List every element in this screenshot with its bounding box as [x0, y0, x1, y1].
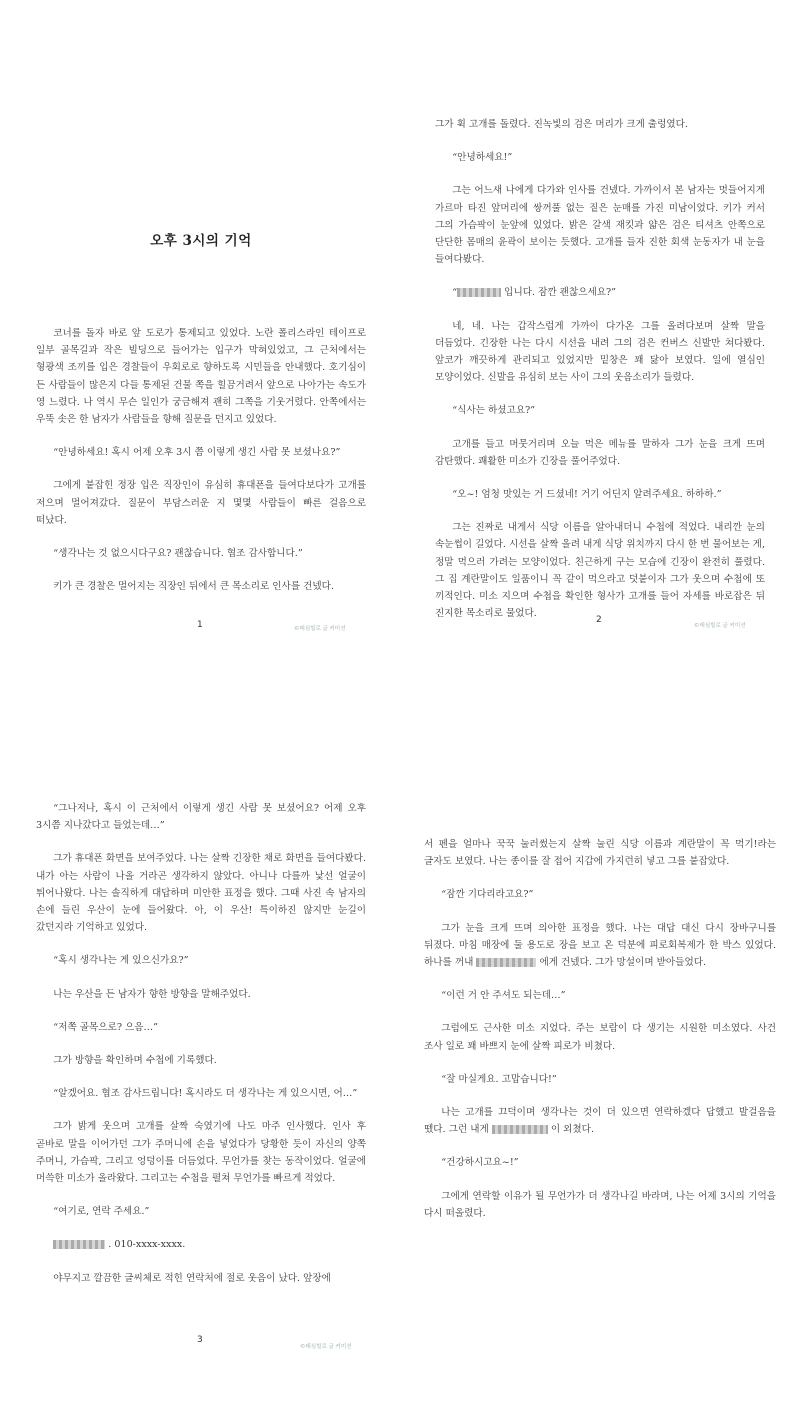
- paragraph: “여기로, 연락 주세요.”: [53, 1206, 150, 1218]
- paragraph: “그나저나, 혹시 이 근처에서 이렇게 생긴 사람 못 보셨어요? 어제 오후 3시쯤 지나갔다고 들었는데…”: [36, 803, 366, 832]
- paragraph: “오~! 엄청 맛있는 거 드셨네! 거기 어딘지 알려주세요. 하하하.”: [452, 489, 722, 501]
- paragraph: “식사는 하셨고요?”: [452, 405, 536, 417]
- paragraph: [424, 920, 776, 972]
- paragraph: 그에게 붙잡힌 정장 입은 직장인이 유심히 휴대폰을 들여다보다가 고개를 저으며 멀어져갔다. 질문이 부담스러운 지 몇몇 사람들이 빠른 걸음으로 떠났다.: [36, 480, 366, 526]
- paragraph: 그가 휴대폰 화면을 보여주었다. 나는 살짝 긴장한 채로 화면을 들여다봤다. 내가 아는 사람이 나올 거라곤 생각하지 않았다. 아니나 다를까 낯선 얼굴이 튀어나왔다. 나는 솔직하게 대답하며 미안한 표정을 했다. 그때 사진 속 남자의 손에 들린 우산이 눈에 들어왔다. 아, 이 우산! 특이하진 않지만 눈길이 갔던지라 기억하고 있었다.: [36, 853, 366, 934]
- page-number: 3: [197, 1335, 203, 1345]
- page-1-body: [36, 325, 366, 595]
- story-title: 오후 3시의 기억: [150, 233, 252, 249]
- paragraph: 네, 네. 나는 갑작스럽게 가까이 다가온 그를 올려다보며 살짝 말을 더듬었다. 긴장한 나는 다시 시선을 내려 그의 검은 컨버스 신발만 쳐다봤다. 앞코가 깨끗하게 관리되고 있었지만 밑창은 꽤 닳아 보였다. 일에 열심인 모양이었다. 신발을 유심히 보는 사이 그의 웃음소리가 들렸다.: [435, 320, 765, 384]
- quote-mark: “: [452, 287, 458, 299]
- credit-watermark: ©태심힐로 글 커미션: [294, 626, 346, 632]
- paragraph: “생각나는 것 없으시다구요? 괜찮습니다. 협조 감사합니다.”: [53, 548, 303, 560]
- paragraph: “잠깐 기다리라고요?”: [441, 889, 534, 901]
- paragraph: “저쪽 골목으로? 으음…”: [53, 1021, 159, 1033]
- paragraph: 키가 큰 경찰은 멀어지는 직장인 뒤에서 큰 목소리로 인사를 건넸다.: [53, 581, 334, 593]
- paragraph: 그는 진짜로 내게서 식당 이름을 알아내더니 수첩에 적었다. 내리깐 눈의 속눈썹이 길었다. 시선을 살짝 올려 내게 식당 위치까지 다시 한 번 물어보는 게, 정말 먹으러 가려는 모양이었다. 친근하게 구는 모습에 긴장이 완전히 풀렸다. 그 집 계란말이도 일품이니 꼭 같이 먹으라고 덧붙이자 그가 웃으며 수첩에 또 끼적인다. 미소 지으며 수첩을 확인한 형사가 고개를 들어 자세를 바로잡은 뒤 진지한 목소리로 물었다.: [435, 522, 765, 620]
- credit-watermark: ©태심힐로 글 커미션: [694, 623, 746, 629]
- paragraph: 고개를 들고 머뭇거리며 오늘 먹은 메뉴를 말하자 그가 눈을 크게 뜨며 감탄했다. 쾌활한 미소가 긴장을 풀어주었다.: [435, 438, 765, 467]
- page-3-body: [36, 800, 366, 1287]
- redacted-name: [457, 288, 501, 297]
- paragraph-text: 그가 눈을 크게 뜨며 의아한 표정을 했다. 나는 대답 대신 다시 장바구니를 뒤졌다. 마침 매장에 둘 용도로 장을 보고 온 덕분에 피로회복제가 한 박스 있었다. 하나를 꺼내: [424, 922, 776, 969]
- paragraph-text: 입니다. 잠깐 괜찮으세요?”: [504, 287, 617, 299]
- paragraph-text: 이 외쳤다.: [550, 1124, 594, 1136]
- redacted-name: [53, 1240, 105, 1249]
- paragraph: [424, 1104, 776, 1138]
- page-4-body: [424, 836, 776, 1222]
- paragraph: [36, 1236, 366, 1253]
- paragraph: “건강하시고요~!”: [441, 1157, 519, 1169]
- paragraph: 그가 휙 고개를 돌렸다. 진녹빛의 검은 머리가 크게 출렁였다.: [435, 119, 688, 130]
- phone-number: . 010-xxxx-xxxx.: [108, 1239, 186, 1251]
- paragraph: “혹시 생각나는 게 있으신가요?”: [53, 955, 189, 967]
- paragraph: 야무지고 깔끔한 글씨체로 적힌 연락처에 절로 웃음이 났다. 앞장에: [53, 1272, 331, 1284]
- page-number: 1: [197, 620, 203, 630]
- paragraph: “안녕하세요!”: [452, 152, 513, 164]
- paragraph: 그에게 연락할 이유가 될 무언가가 더 생각나길 바라며, 나는 어제 3시의 기억을 다시 떠올렸다.: [424, 1190, 776, 1219]
- paragraph: 그는 어느새 나에게 다가와 인사를 건넸다. 가까이서 본 남자는 멋들어지게 가르마 타진 앞머리에 쌍꺼풀 없는 짙은 눈매를 가진 미남이었다. 키가 커서 그의 가슴팍이 눈앞에 있었다. 밝은 갈색 재킷과 얇은 검은 티셔츠 안쪽으로 단단한 몸매의 윤곽이 보이는 듯했다. 고개를 들자 진한 회색 눈동자가 내 눈을 들여다봤다.: [435, 185, 765, 266]
- page-number: 2: [596, 615, 602, 625]
- credit-watermark: ©태심힐로 글 커미션: [300, 1344, 352, 1350]
- redacted-name: [476, 958, 536, 967]
- paragraph-text: 에게 건넸다. 그가 망설이며 받아들었다.: [539, 957, 707, 969]
- paragraph: 그가 밝게 웃으며 고개를 살짝 숙였기에 나도 마주 인사했다. 인사 후 곧바로 말을 이어가던 그가 주머니에 손을 넣었다가 당황한 듯이 자신의 양쪽 주머니, 가슴팍, 그리고 엉덩이를 더듬었다. 무언가를 찾는 동작이었다. 얼굴에 머쓱한 미소가 올라왔다. 그리고는 수첩을 펼쳐 무언가를 빠르게 적었다.: [36, 1121, 366, 1185]
- paragraph: “알겠어요. 협조 감사드립니다! 혹시라도 더 생각나는 게 있으시면, 어…”: [53, 1088, 358, 1100]
- paragraph: “이런 거 안 주셔도 되는데…”: [441, 990, 566, 1002]
- paragraph: “잘 마실게요. 고맙습니다!”: [441, 1073, 557, 1085]
- paragraph: 그럼에도 근사한 미소 지었다. 주는 보람이 다 생기는 시원한 미소였다. 사건 조사 일로 꽤 바쁘지 눈에 살짝 피로가 비쳤다.: [424, 1023, 776, 1052]
- paragraph: [435, 284, 765, 301]
- paragraph: 코너를 돌자 바로 앞 도로가 통제되고 있었다. 노란 폴리스라인 테이프로 일부 골목길과 작은 빌딩으로 들어가는 입구가 막혀있었고, 그 근처에서는 형광색 조끼를 입은 경찰들이 우회로로 향하도록 시민들을 안내했다. 호기심이 든 사람들이 많은지 다들 통제된 건물 쪽을 힐끔거려서 앞으로 나아가는 속도가 영 느렸다. 나 역시 무슨 일인가 궁금해져 괜히 그쪽을 기웃거렸다. 안쪽에서는 우뚝 솟은 한 남자가 사람들을 향해 질문을 던지고 있었다.: [36, 328, 366, 426]
- paragraph: “안녕하세요! 혹시 어제 오후 3시 쯤 이렇게 생긴 사람 못 보셨나요?”: [53, 447, 341, 459]
- paragraph: 나는 우산을 든 남자가 향한 방향을 말해주었다.: [53, 988, 251, 1000]
- paragraph: 서 펜을 얼마나 꾹꾹 눌러썼는지 살짝 눌린 식당 이름과 계란말이 꼭 먹기!라는 글자도 보였다. 나는 종이를 잘 접어 지갑에 가지런히 넣고 그를 붙잡았다.: [424, 839, 776, 868]
- page-2-body: [435, 116, 765, 622]
- paragraph-text: 나는 고개를 끄덕이며 생각나는 것이 더 있으면 연락하겠다 답했고 발걸음을 뗐다. 그런 내게: [424, 1107, 776, 1136]
- redacted-name: [492, 1125, 548, 1134]
- paragraph: 그가 방향을 확인하며 수첩에 기록했다.: [53, 1055, 217, 1067]
